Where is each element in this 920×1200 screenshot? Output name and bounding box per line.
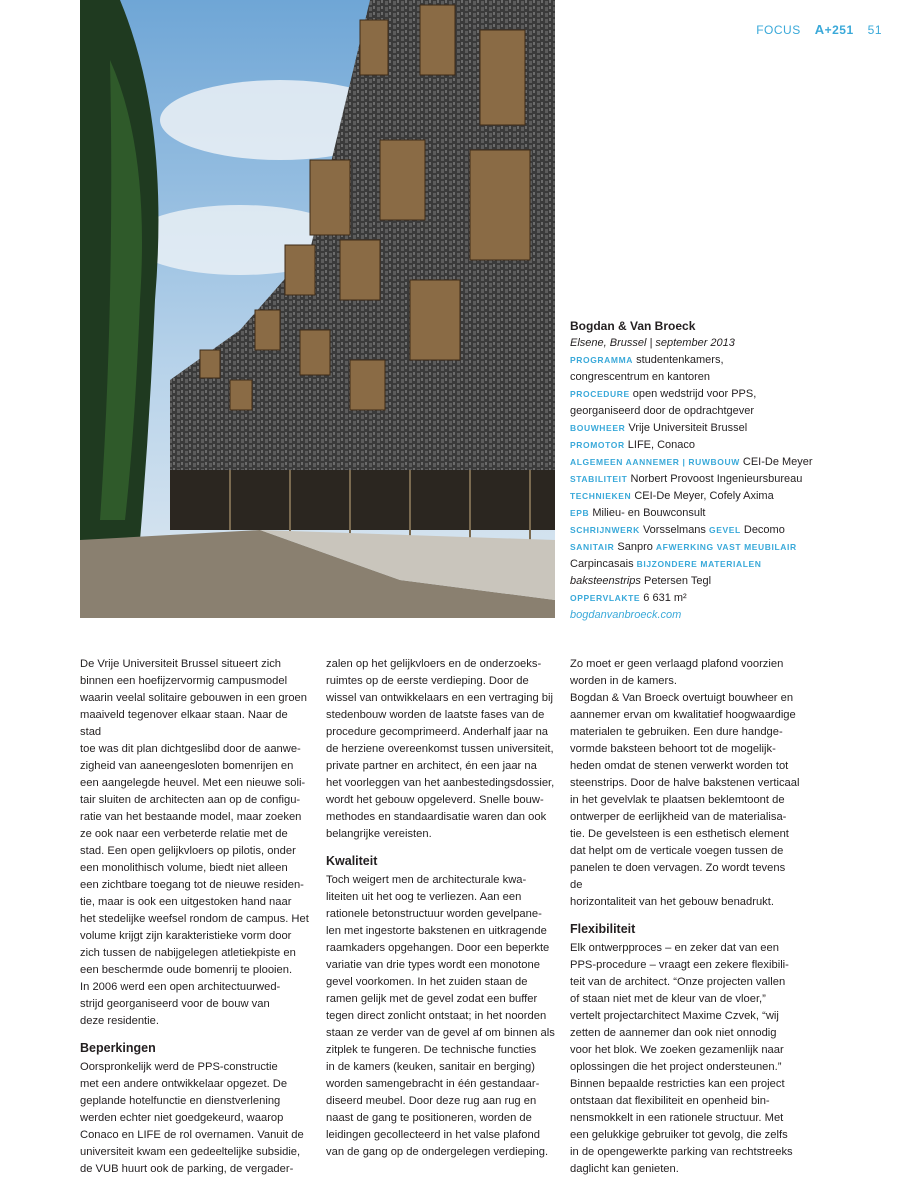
credit-line [570,573,870,590]
article-column-3 [570,656,800,1178]
credit-line [570,437,870,454]
credit-value: baksteenstrips [570,575,641,587]
credit-line [570,386,870,403]
page-header [756,22,882,37]
credit-line [570,522,870,539]
continuation-paragraph: Zo moet er geen verlaagd plafond voorzien worden in de kamers. Bogdan & Van Broeck overtuigt bouwheer en aannemer ervan om kwalitatief hoogwaardige materialen te gebruiken. Een dure handge- vormde baksteen behoort tot de mogelijk- heden omdat de stenen verwerkt worden tot steenstrips. Door de halve bakstenen verticaal in het gevelvlak te plaatsen beklemtoont de ontwerper de eerlijkheid van de materialisa- tie. De gevelsteen is een esthetisch element dat helpt om de verticale voegen tussen de panelen te doen vervagen. Zo wordt tevens de horizontaliteit van het gebouw benadrukt. [570,658,800,908]
credit-value: Norbert Provoost Ingenieursbureau [630,473,803,485]
article-column-1 [80,656,310,1178]
credit-value: CEI-De Meyer [742,456,813,468]
credit-value: Milieu- en Bouwconsult [592,507,706,519]
credit-value: Carpincasais [570,558,634,570]
credit-line [570,471,870,488]
intro-paragraph: De Vrije Universiteit Brussel situeert zich binnen een hoefijzervormig campusmodel waarin veelal solitaire gebouwen in een groen maaiveld tegenover elkaar staan. Naar de stad toe was dit plan dichtgeslibd door de aanwe- zigheid van aaneengesloten bomenrijen en een aangelegde heuvel. Met een nieuwe soli- tair sluiten de architecten aan op de configu- ratie van het bestaande model, maar zoeken ze ook naar een verbeterde relatie met de stad. Een open gelijkvloers op pilotis, onder een monolithisch volume, biedt niet alleen een zichtbare toegang tot de nieuwe residen- tie, maar is ook een uitgestoken hand naar het stedelijke weefsel rondom de campus. Het volume krijgt zijn karakteristieke vorm door zich tussen de nabijgelegen atletiekpiste en een beschermde oude bomenrij te plooien. In 2006 werd een open architectuurwed- strijd georganiseerd voor de bouw van deze residentie. [80,658,309,1027]
credit-value: Vrije Universiteit Brussel [628,422,748,434]
credit-value: congrescentrum en kantoren [570,371,711,383]
credit-value: Sanpro [617,541,653,553]
credit-label: STABILITEIT [570,474,628,484]
heading-kwaliteit: Kwaliteit [326,854,378,868]
logo-letter: A [814,22,825,37]
section-label: FOCUS [756,23,801,37]
heading-beperkingen: Beperkingen [80,1041,156,1055]
credit-value: 6 631 m² [643,592,687,604]
credit-label: EPB [570,508,590,518]
credit-line [570,352,870,369]
credit-line [570,403,870,420]
credit-line [570,488,870,505]
website-link[interactable]: bogdanvanbroeck.com [570,609,682,621]
flexibiliteit-paragraph: Elk ontwerpproces – en zeker dat van een PPS-procedure – vraagt een zekere flexibili- teit van de architect. “Onze projecten vallen of staan niet met de kleur van de vloer,” vertelt projectarchitect Maxime Czvek, “wij zetten de aannemer dan ook niet onnodig voor het blok. We zoeken gezamenlijk naar oplossingen die het project ondersteunen.” Binnen bepaalde restricties kan een project ontstaan dat flexibiliteit en openheid bin- nensmokkelt in een rationele structuur. Met een gelukkige gebruiker tot gevolg, die zelfs in de opengewerkte parking van rechtstreeks daglicht kan genieten. [570,942,793,1175]
building-photo-illustration [80,0,555,618]
credit-value: georganiseerd door de opdrachtgever [570,405,755,417]
beperkingen-paragraph: Oorspronkelijk werd de PPS-constructie met een andere ontwikkelaar opgezet. De geplande hotelfunctie en dienstverlening werden echter niet goedgekeurd, waarop Conaco en LIFE de rol overnamen. Vanuit de universiteit kwam een gedeeltelijke subsidie, de VUB huurt ook de parking, de vergader- [80,1061,304,1175]
credit-label: PROCEDURE [570,389,630,399]
issue-number: +251 [824,23,854,37]
magazine-logo [815,22,854,37]
building-photo [80,0,555,618]
credit-label: PROMOTOR [570,440,625,450]
credit-label: PROGRAMMA [570,355,634,365]
credit-label: OPPERVLAKTE [570,593,641,603]
credit-label: SCHRIJNWERK [570,525,640,535]
credit-line [570,505,870,522]
continuation-paragraph: zalen op het gelijkvloers en de onderzoeks- ruimtes op de eerste verdieping. Door de wissel van ontwikkelaars en een vertraging bij stedenbouw worden de laatste fases van de procedure gecomprimeerd. Anderhalf jaar na de herziene overeenkomst tussen universiteit, private partner en architect, én een jaar na het voorleggen van het aanbestedingsdossier, wordt het gebouw opgeleverd. Snelle bouw- methodes en standaardisatie waren dan ook belangrijke vereisten. [326,658,555,840]
project-location: Elsene, Brussel | september 2013 [570,337,735,349]
kwaliteit-paragraph: Toch weigert men de architecturale kwa- liteiten uit het oog te verliezen. Aan een rationele betonstructuur worden gevelpane- len met ingestorte bakstenen en uitkragende raamkaders opgehangen. Door een beperkte variatie van drie types wordt een monotone gevel voorkomen. In het zuiden staan de ramen gelijk met de gevel zodat een buffer tegen direct zonlicht ontstaat; in het noorden staan ze verder van de gevel af om binnen als zitplek te fungeren. De technische functies in de kamers (keuken, sanitair en berging) worden samengebracht in één gestandaar- diseerd meubel. Door deze rug aan rug en naast de gang te positioneren, worden de leidingen gecollecteerd in het valse plafond van de gang op de ondergelegen verdieping. [326,874,555,1158]
credit-label: TECHNIEKEN [570,491,632,501]
page-number: 51 [867,23,882,37]
credit-label: AFWERKING VAST MEUBILAIR [655,542,797,552]
credit-line [570,454,870,471]
credit-value: LIFE, Conaco [627,439,696,451]
article-column-2 [326,656,556,1161]
credit-label: BOUWHEER [570,423,626,433]
credit-value: CEI-De Meyer, Cofely Axima [634,490,774,502]
credit-label: SANITAIR [570,542,615,552]
credit-line [570,420,870,437]
architect-name: Bogdan & Van Broeck [570,319,696,333]
credit-value: Petersen Tegl [644,575,712,587]
credit-value: Decomo [743,524,785,536]
credit-label: BIJZONDERE MATERIALEN [636,559,762,569]
credit-line [570,556,870,573]
credit-value: Vorsselmans [642,524,706,536]
credit-label: GEVEL [709,525,741,535]
credit-line [570,369,870,386]
credit-value: studentenkamers, [636,354,724,366]
credit-value: open wedstrijd voor PPS, [632,388,757,400]
heading-flexibiliteit: Flexibiliteit [570,922,636,936]
project-credits [570,318,870,624]
credit-label: ALGEMEEN AANNEMER | RUWBOUW [570,457,740,467]
credit-line [570,539,870,556]
credit-line [570,590,870,607]
